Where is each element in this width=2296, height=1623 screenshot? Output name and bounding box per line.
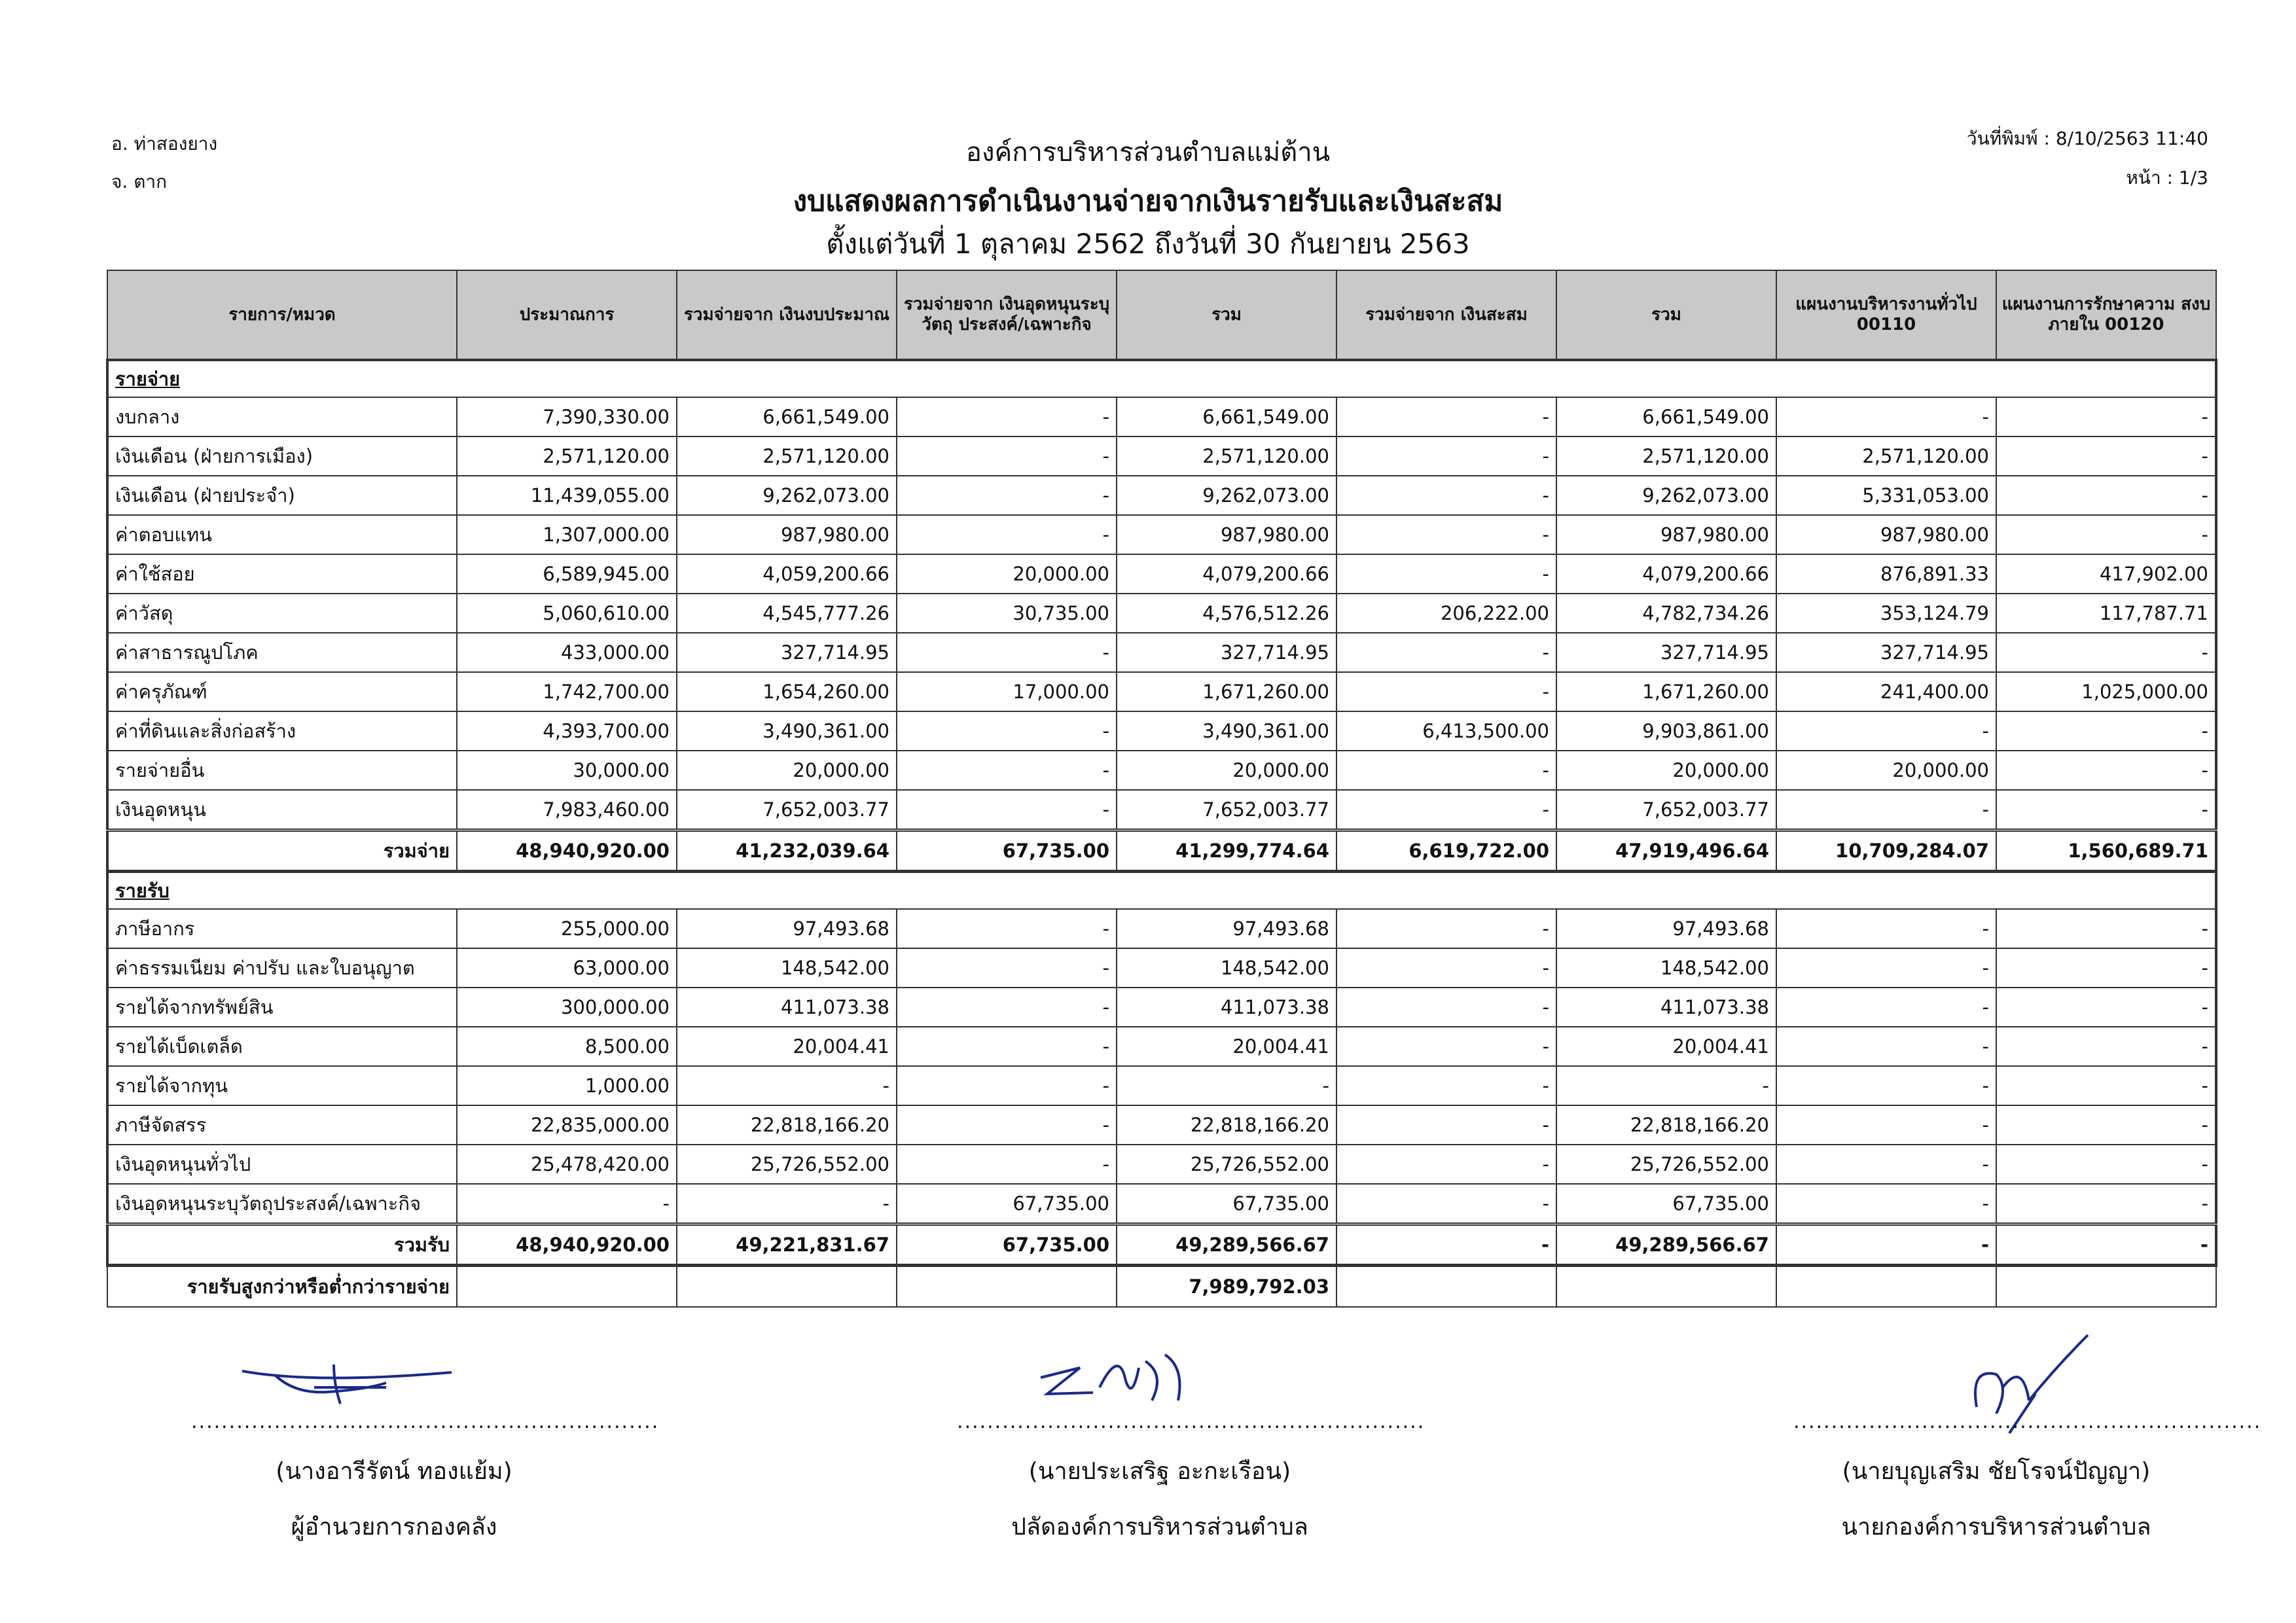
- table-cell: -: [1336, 751, 1556, 790]
- table-cell: 5,331,053.00: [1776, 476, 1996, 515]
- table-cell: 206,222.00: [1336, 594, 1556, 633]
- table-cell: -: [897, 948, 1117, 988]
- row-label: เงินอุดหนุนทั่วไป: [107, 1145, 457, 1184]
- table-cell: -: [1336, 554, 1556, 594]
- table-cell: -: [1996, 948, 2216, 988]
- table-cell: 987,980.00: [1776, 515, 1996, 554]
- table-cell: 2,571,120.00: [1556, 437, 1776, 476]
- table-cell: -: [1776, 1027, 1996, 1066]
- table-cell: -: [1336, 1027, 1556, 1066]
- table-row: [107, 476, 2216, 515]
- total-cell: 67,735.00: [897, 830, 1117, 872]
- row-label: ค่าวัสดุ: [107, 594, 457, 633]
- table-cell: -: [1996, 988, 2216, 1027]
- table-row: [107, 1066, 2216, 1105]
- table-cell: -: [1996, 1027, 2216, 1066]
- total-cell: -: [1776, 1224, 1996, 1266]
- table-cell: -: [897, 751, 1117, 790]
- table-cell: 4,059,200.66: [677, 554, 897, 594]
- row-label: งบกลาง: [107, 397, 457, 437]
- page-number: หน้า : 1/3: [2126, 167, 2208, 188]
- table-cell: 327,714.95: [1117, 633, 1336, 672]
- table-cell: 8,500.00: [457, 1027, 677, 1066]
- table-cell: 987,980.00: [677, 515, 897, 554]
- table-cell: 148,542.00: [677, 948, 897, 988]
- table-cell: -: [897, 909, 1117, 948]
- table-cell: -: [1336, 790, 1556, 830]
- table-cell: 22,835,000.00: [457, 1105, 677, 1145]
- column-header: รายการ/หมวด: [107, 270, 457, 360]
- table-cell: 1,654,260.00: [677, 672, 897, 711]
- signer-name: (นางอารีรัตน์ ทองแย้ม): [276, 1458, 512, 1485]
- total-cell: 6,619,722.00: [1336, 830, 1556, 872]
- table-cell: -: [1776, 1145, 1996, 1184]
- table-cell: -: [1996, 1145, 2216, 1184]
- table-cell: 300,000.00: [457, 988, 677, 1027]
- total-label: รวมรับ: [107, 1224, 457, 1266]
- table-row: [107, 1145, 2216, 1184]
- total-cell: 67,735.00: [897, 1224, 1117, 1266]
- financial-report-table: [106, 270, 2217, 1308]
- table-cell: 9,903,861.00: [1556, 711, 1776, 751]
- table-row: [107, 909, 2216, 948]
- table-row: [107, 515, 2216, 554]
- signature-scribble-1: [236, 1358, 484, 1410]
- table-cell: 25,726,552.00: [1117, 1145, 1336, 1184]
- table-cell: 7,652,003.77: [1117, 790, 1336, 830]
- section-header-row: [107, 360, 2216, 397]
- table-cell: -: [897, 1027, 1117, 1066]
- table-cell: 433,000.00: [457, 633, 677, 672]
- table-row: [107, 672, 2216, 711]
- table-cell: 4,782,734.26: [1556, 594, 1776, 633]
- organization-name: องค์การบริหารส่วนตำบลแม่ต้าน: [965, 137, 1331, 168]
- total-cell: 41,299,774.64: [1117, 830, 1336, 872]
- table-cell: 22,818,166.20: [1556, 1105, 1776, 1145]
- section-label-expense: รายจ่าย: [107, 360, 2216, 397]
- table-cell: -: [1336, 476, 1556, 515]
- report-title: งบแสดงผลการดำเนินงานจ่ายจากเงินรายรับและเงินสะสม: [793, 185, 1503, 218]
- total-cell: 49,221,831.67: [677, 1224, 897, 1266]
- table-cell: 1,307,000.00: [457, 515, 677, 554]
- column-header: รวมจ่ายจาก เงินอุดหนุนระบุวัตถุ ประสงค์/เฉพาะกิจ: [897, 270, 1117, 360]
- total-label: รวมจ่าย: [107, 830, 457, 872]
- table-cell: -: [1776, 1184, 1996, 1224]
- table-row: [107, 397, 2216, 437]
- column-header: ประมาณการ: [457, 270, 677, 360]
- table-cell: -: [1776, 909, 1996, 948]
- table-cell: 1,025,000.00: [1996, 672, 2216, 711]
- total-cell: 1,560,689.71: [1996, 830, 2216, 872]
- table-cell: -: [897, 633, 1117, 672]
- difference-value: 7,989,792.03: [1117, 1266, 1336, 1308]
- row-label: ภาษีจัดสรร: [107, 1105, 457, 1145]
- signature-line: ..............................................................: [957, 1410, 1426, 1433]
- table-cell: -: [1996, 633, 2216, 672]
- row-label: ค่าใช้สอย: [107, 554, 457, 594]
- total-cell: 48,940,920.00: [457, 1224, 677, 1266]
- table-cell: 6,413,500.00: [1336, 711, 1556, 751]
- row-label: รายได้จากทรัพย์สิน: [107, 988, 457, 1027]
- table-cell: 6,661,549.00: [1556, 397, 1776, 437]
- income-section: [107, 872, 2216, 1266]
- table-cell: -: [897, 476, 1117, 515]
- table-cell: -: [897, 988, 1117, 1027]
- total-cell: 48,940,920.00: [457, 830, 677, 872]
- table-cell: -: [1996, 711, 2216, 751]
- table-row: [107, 1027, 2216, 1066]
- table-cell: -: [897, 711, 1117, 751]
- table-cell: 411,073.38: [1556, 988, 1776, 1027]
- table-cell: -: [897, 1066, 1117, 1105]
- table-cell: -: [897, 397, 1117, 437]
- table-cell: 20,000.00: [1776, 751, 1996, 790]
- signer-position: ผู้อำนวยการกองคลัง: [291, 1514, 497, 1541]
- table-cell: 20,004.41: [1117, 1027, 1336, 1066]
- total-row: [107, 830, 2216, 872]
- table-cell: 117,787.71: [1996, 594, 2216, 633]
- table-cell: 67,735.00: [1556, 1184, 1776, 1224]
- table-cell: 9,262,073.00: [1117, 476, 1336, 515]
- table-cell: -: [1336, 633, 1556, 672]
- table-cell: 4,079,200.66: [1117, 554, 1336, 594]
- table-row: [107, 711, 2216, 751]
- table-cell: -: [1996, 437, 2216, 476]
- difference-label: รายรับสูงกว่าหรือต่ำกว่ารายจ่าย: [107, 1266, 457, 1308]
- total-cell: 10,709,284.07: [1776, 830, 1996, 872]
- table-cell: -: [1996, 790, 2216, 830]
- table-cell: -: [1776, 1066, 1996, 1105]
- table-cell: 327,714.95: [1556, 633, 1776, 672]
- table-cell: 30,735.00: [897, 594, 1117, 633]
- report-period: ตั้งแต่วันที่ 1 ตุลาคม 2562 ถึงวันที่ 30 กันยายน 2563: [826, 228, 1470, 260]
- signer-name: (นายประเสริฐ อะกะเรือน): [1028, 1458, 1291, 1485]
- table-cell: [1556, 1266, 1776, 1308]
- table-cell: [457, 1266, 677, 1308]
- table-cell: 353,124.79: [1776, 594, 1996, 633]
- table-cell: 6,589,945.00: [457, 554, 677, 594]
- table-cell: 2,571,120.00: [1776, 437, 1996, 476]
- table-cell: 4,545,777.26: [677, 594, 897, 633]
- table-cell: 1,000.00: [457, 1066, 677, 1105]
- table-cell: [677, 1266, 897, 1308]
- table-cell: 20,000.00: [1556, 751, 1776, 790]
- table-cell: 2,571,120.00: [457, 437, 677, 476]
- table-row: [107, 594, 2216, 633]
- table-cell: -: [1996, 1184, 2216, 1224]
- row-label: เงินเดือน (ฝ่ายประจำ): [107, 476, 457, 515]
- table-row: [107, 554, 2216, 594]
- total-cell: -: [1336, 1224, 1556, 1266]
- table-cell: 411,073.38: [677, 988, 897, 1027]
- table-cell: 6,661,549.00: [677, 397, 897, 437]
- table-cell: 7,390,330.00: [457, 397, 677, 437]
- table-cell: 987,980.00: [1117, 515, 1336, 554]
- table-cell: -: [677, 1184, 897, 1224]
- table-cell: 241,400.00: [1776, 672, 1996, 711]
- table-cell: -: [1336, 1184, 1556, 1224]
- table-row: [107, 633, 2216, 672]
- table-cell: -: [1336, 909, 1556, 948]
- table-cell: -: [1117, 1066, 1336, 1105]
- table-cell: [897, 1266, 1117, 1308]
- table-cell: 20,000.00: [677, 751, 897, 790]
- table-cell: 327,714.95: [1776, 633, 1996, 672]
- signature-line: ..............................................................: [1793, 1410, 2262, 1433]
- table-cell: 67,735.00: [897, 1184, 1117, 1224]
- table-cell: 7,652,003.77: [677, 790, 897, 830]
- total-cell: -: [1996, 1224, 2216, 1266]
- column-header: แผนงานการรักษาความ สงบภายใน 00120: [1996, 270, 2216, 360]
- table-cell: -: [1776, 790, 1996, 830]
- table-cell: -: [1776, 948, 1996, 988]
- row-label: ค่าธรรมเนียม ค่าปรับ และใบอนุญาต: [107, 948, 457, 988]
- section-header-row: [107, 872, 2216, 910]
- table-cell: [1336, 1266, 1556, 1308]
- row-label: เงินอุดหนุน: [107, 790, 457, 830]
- table-cell: 9,262,073.00: [677, 476, 897, 515]
- difference-row: [107, 1266, 2216, 1308]
- table-cell: 1,742,700.00: [457, 672, 677, 711]
- table-cell: 25,726,552.00: [677, 1145, 897, 1184]
- table-row: [107, 437, 2216, 476]
- signature-block-3: [1793, 1410, 2262, 1545]
- table-cell: 876,891.33: [1776, 554, 1996, 594]
- expense-section: [107, 360, 2216, 872]
- table-cell: -: [1996, 1066, 2216, 1105]
- print-date: วันที่พิมพ์ : 8/10/2563 11:40: [1966, 128, 2208, 149]
- table-cell: -: [1336, 437, 1556, 476]
- column-header: แผนงานบริหารงานทั่วไป 00110: [1776, 270, 1996, 360]
- table-cell: 5,060,610.00: [457, 594, 677, 633]
- table-cell: -: [677, 1066, 897, 1105]
- row-label: รายจ่ายอื่น: [107, 751, 457, 790]
- row-label: เงินเดือน (ฝ่ายการเมือง): [107, 437, 457, 476]
- signature-block-1: [191, 1410, 660, 1545]
- table-cell: 22,818,166.20: [677, 1105, 897, 1145]
- signer-name: (นายบุญเสริม ชัยโรจน์ปัญญา): [1842, 1458, 2151, 1485]
- table-cell: 987,980.00: [1556, 515, 1776, 554]
- column-header: รวม: [1556, 270, 1776, 360]
- table-header-row: [107, 270, 2216, 360]
- table-cell: -: [1336, 1105, 1556, 1145]
- table-cell: 20,000.00: [1117, 751, 1336, 790]
- table-cell: [1996, 1266, 2216, 1308]
- row-label: ภาษีอากร: [107, 909, 457, 948]
- table-cell: -: [897, 790, 1117, 830]
- table-cell: -: [1336, 672, 1556, 711]
- signature-block-2: [957, 1410, 1426, 1545]
- column-header: รวมจ่ายจาก เงินงบประมาณ: [677, 270, 897, 360]
- table-cell: 97,493.68: [1556, 909, 1776, 948]
- table-cell: -: [1336, 1066, 1556, 1105]
- total-cell: 41,232,039.64: [677, 830, 897, 872]
- table-cell: 3,490,361.00: [677, 711, 897, 751]
- total-row: [107, 1224, 2216, 1266]
- table-cell: 1,671,260.00: [1556, 672, 1776, 711]
- table-cell: 4,079,200.66: [1556, 554, 1776, 594]
- signature-line: ..............................................................: [191, 1410, 660, 1433]
- row-label: รายได้เบ็ดเตล็ด: [107, 1027, 457, 1066]
- table-cell: -: [1996, 476, 2216, 515]
- table-cell: -: [1336, 515, 1556, 554]
- table-cell: -: [897, 437, 1117, 476]
- table-cell: 97,493.68: [1117, 909, 1336, 948]
- table-row: [107, 1105, 2216, 1145]
- column-header: รวม: [1117, 270, 1336, 360]
- row-label: เงินอุดหนุนระบุวัตถุประสงค์/เฉพาะกิจ: [107, 1184, 457, 1224]
- signer-position: นายกองค์การบริหารส่วนตำบล: [1841, 1514, 2151, 1541]
- table-cell: 148,542.00: [1117, 948, 1336, 988]
- table-cell: -: [1336, 948, 1556, 988]
- table-cell: 411,073.38: [1117, 988, 1336, 1027]
- row-label: รายได้จากทุน: [107, 1066, 457, 1105]
- table-cell: -: [1336, 1145, 1556, 1184]
- table-cell: -: [1996, 1105, 2216, 1145]
- total-cell: 49,289,566.67: [1117, 1224, 1336, 1266]
- difference-section: [107, 1266, 2216, 1308]
- table-cell: -: [897, 515, 1117, 554]
- table-cell: 2,571,120.00: [1117, 437, 1336, 476]
- table-cell: -: [897, 1145, 1117, 1184]
- table-cell: 63,000.00: [457, 948, 677, 988]
- table-cell: 255,000.00: [457, 909, 677, 948]
- table-row: [107, 790, 2216, 830]
- section-label-income: รายรับ: [107, 872, 2216, 910]
- table-cell: -: [1996, 751, 2216, 790]
- total-cell: 49,289,566.67: [1556, 1224, 1776, 1266]
- table-cell: -: [1776, 397, 1996, 437]
- table-row: [107, 751, 2216, 790]
- table-cell: 7,983,460.00: [457, 790, 677, 830]
- table-cell: -: [457, 1184, 677, 1224]
- table-cell: 22,818,166.20: [1117, 1105, 1336, 1145]
- table-cell: 4,393,700.00: [457, 711, 677, 751]
- row-label: ค่าสาธารณูปโภค: [107, 633, 457, 672]
- table-cell: 417,902.00: [1996, 554, 2216, 594]
- table-cell: -: [1336, 988, 1556, 1027]
- table-cell: 6,661,549.00: [1117, 397, 1336, 437]
- table-cell: 4,576,512.26: [1117, 594, 1336, 633]
- table-cell: 327,714.95: [677, 633, 897, 672]
- table-cell: -: [1776, 988, 1996, 1027]
- table-cell: 25,478,420.00: [457, 1145, 677, 1184]
- table-cell: -: [1996, 397, 2216, 437]
- table-cell: -: [1556, 1066, 1776, 1105]
- row-label: ค่าที่ดินและสิ่งก่อสร้าง: [107, 711, 457, 751]
- total-cell: 47,919,496.64: [1556, 830, 1776, 872]
- table-cell: -: [1996, 515, 2216, 554]
- table-cell: 2,571,120.00: [677, 437, 897, 476]
- table-cell: 30,000.00: [457, 751, 677, 790]
- table-cell: 11,439,055.00: [457, 476, 677, 515]
- table-cell: 7,652,003.77: [1556, 790, 1776, 830]
- table-row: [107, 988, 2216, 1027]
- table-row: [107, 1184, 2216, 1224]
- province-label: จ. ตาก: [111, 171, 168, 192]
- table-cell: 97,493.68: [677, 909, 897, 948]
- table-cell: 25,726,552.00: [1556, 1145, 1776, 1184]
- signer-position: ปลัดองค์การบริหารส่วนตำบล: [1011, 1514, 1308, 1541]
- table-cell: -: [897, 1105, 1117, 1145]
- table-cell: [1776, 1266, 1996, 1308]
- table-cell: 20,004.41: [1556, 1027, 1776, 1066]
- table-row: [107, 948, 2216, 988]
- district-label: อ. ท่าสองยาง: [111, 133, 218, 154]
- table-cell: 67,735.00: [1117, 1184, 1336, 1224]
- table-cell: -: [1776, 1105, 1996, 1145]
- table-cell: 1,671,260.00: [1117, 672, 1336, 711]
- table-cell: 9,262,073.00: [1556, 476, 1776, 515]
- table-cell: 17,000.00: [897, 672, 1117, 711]
- table-cell: -: [1336, 397, 1556, 437]
- table-cell: 3,490,361.00: [1117, 711, 1336, 751]
- table-cell: -: [1996, 909, 2216, 948]
- table-cell: 20,000.00: [897, 554, 1117, 594]
- row-label: ค่าตอบแทน: [107, 515, 457, 554]
- table-cell: 148,542.00: [1556, 948, 1776, 988]
- signature-scribble-2: [1034, 1342, 1204, 1414]
- column-header: รวมจ่ายจาก เงินสะสม: [1336, 270, 1556, 360]
- row-label: ค่าครุภัณฑ์: [107, 672, 457, 711]
- table-cell: -: [1776, 711, 1996, 751]
- table-cell: 20,004.41: [677, 1027, 897, 1066]
